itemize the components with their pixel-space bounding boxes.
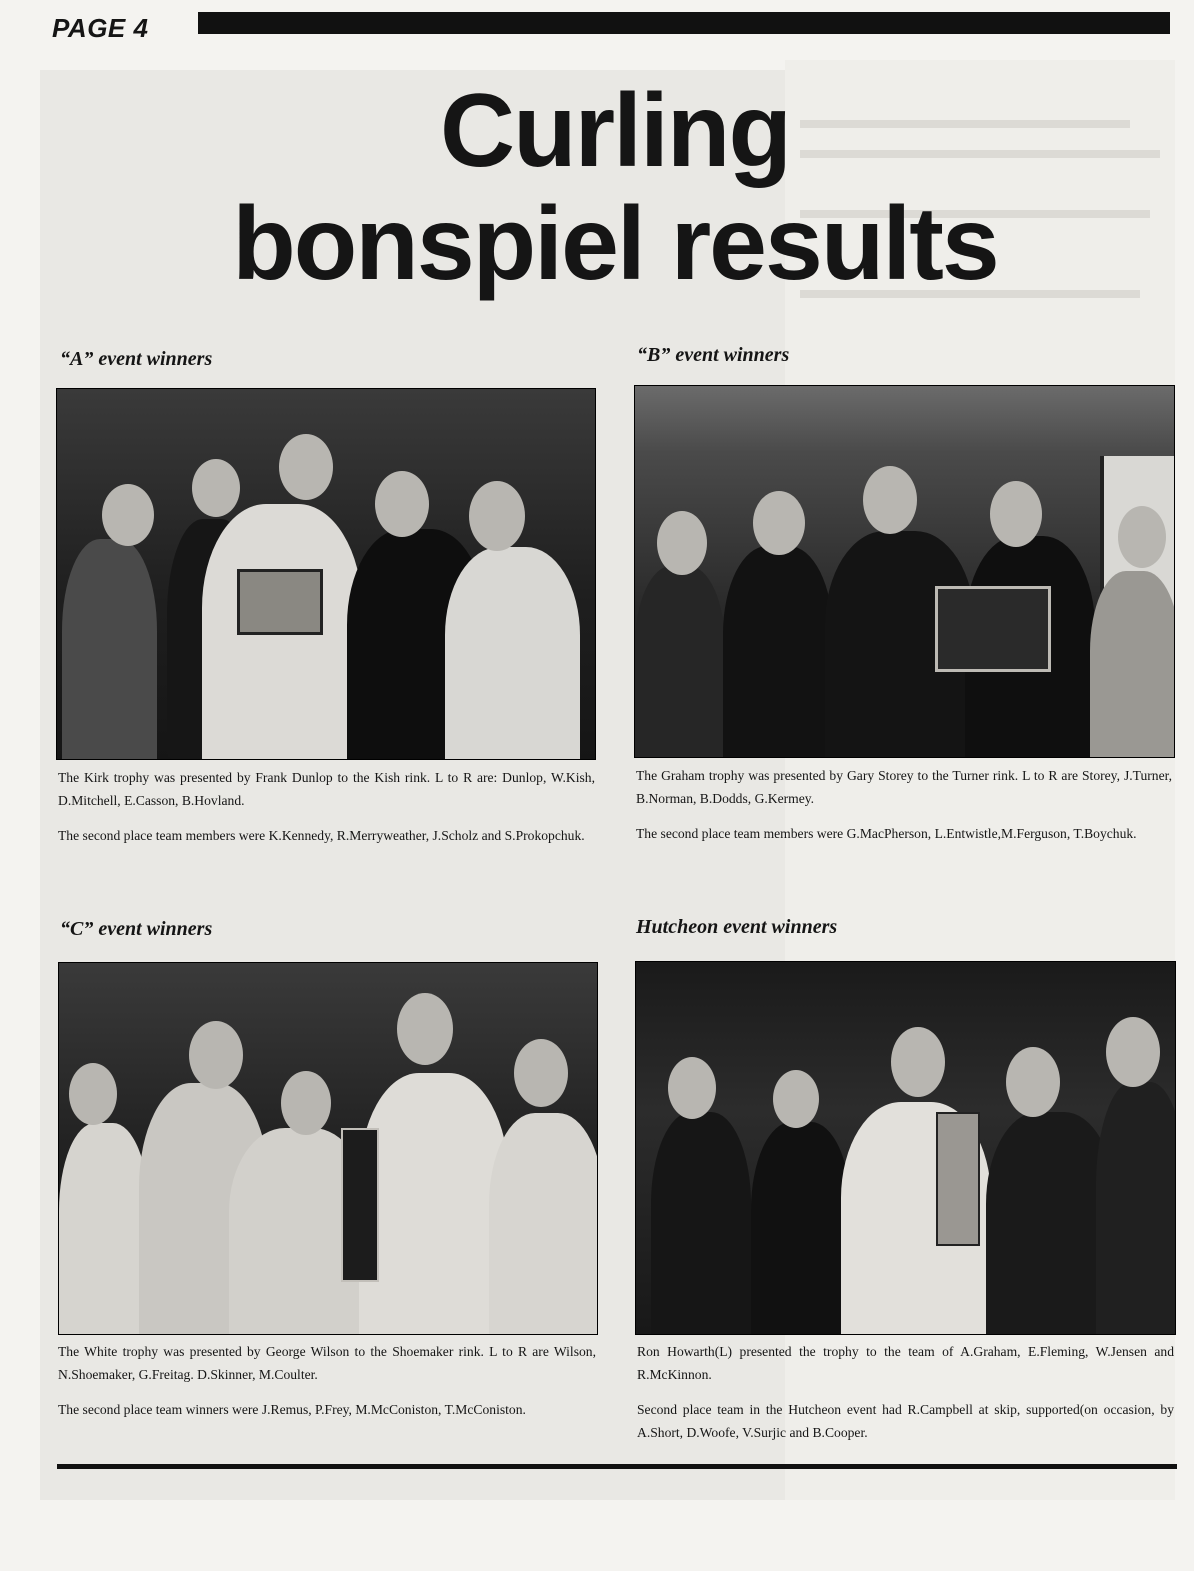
person	[514, 1039, 568, 1107]
person	[59, 1123, 149, 1335]
person	[753, 491, 805, 555]
trophy	[935, 586, 1051, 672]
headline-line-2: bonspiel results	[232, 186, 998, 302]
caption-b-2: The second place team members were G.MacPherson, L.Entwistle,M.Ferguson, T.Boychuk.	[636, 826, 1137, 841]
person	[651, 1112, 751, 1335]
person	[445, 547, 580, 760]
person	[489, 1113, 598, 1335]
caption-c-1: The White trophy was presented by George Wilson to the Shoemaker rink. L to R are Wilson, N.Shoemaker, G.Freitag. D.Skinner, M.Coulter.	[58, 1344, 596, 1382]
person	[1096, 1082, 1176, 1335]
person	[359, 1073, 509, 1335]
top-rule	[198, 12, 1170, 34]
caption-b-1: The Graham trophy was presented by Gary Storey to the Turner rink. L to R are Storey, J.Turner, B.Norman, B.Dodds, G.Kermey.	[636, 768, 1172, 806]
caption-a-2: The second place team members were K.Kennedy, R.Merryweather, J.Scholz and S.Prokopchuk.	[58, 828, 585, 843]
trophy	[936, 1112, 980, 1246]
page-label: PAGE 4	[52, 13, 149, 43]
person	[635, 566, 725, 758]
person	[375, 471, 429, 537]
person	[668, 1057, 716, 1119]
trophy	[237, 569, 323, 635]
person	[279, 434, 333, 500]
headline	[120, 75, 1110, 301]
photo-hutcheon-event	[635, 961, 1176, 1335]
person	[723, 546, 833, 758]
person	[397, 993, 453, 1065]
photo-c-event	[58, 962, 598, 1335]
person	[1090, 571, 1175, 758]
person	[1006, 1047, 1060, 1117]
photo-a-event	[56, 388, 596, 760]
person	[863, 466, 917, 534]
person	[1118, 506, 1166, 568]
headline-line-1: Curling	[440, 73, 790, 189]
person	[891, 1027, 945, 1097]
section-title-a: “A” event winners	[60, 348, 213, 370]
person	[773, 1070, 819, 1128]
person	[192, 459, 240, 517]
person	[69, 1063, 117, 1125]
caption-hutcheon-1: Ron Howarth(L) presented the trophy to the team of A.Graham, E.Fleming, W.Jensen and R.McKinnon.	[637, 1344, 1174, 1382]
trophy	[341, 1128, 379, 1282]
section-title-c: “C” event winners	[60, 918, 213, 940]
bottom-rule	[57, 1464, 1177, 1469]
person	[281, 1071, 331, 1135]
person	[751, 1122, 851, 1335]
person	[657, 511, 707, 575]
person	[62, 539, 157, 760]
caption-a-1: The Kirk trophy was presented by Frank Dunlop to the Kish rink. L to R are: Dunlop, W.Kish, D.Mitchell, E.Casson, B.Hovland.	[58, 770, 595, 808]
section-title-hutcheon: Hutcheon event winners	[636, 916, 838, 938]
person	[1106, 1017, 1160, 1087]
person	[189, 1021, 243, 1089]
person	[469, 481, 525, 551]
photo-b-event	[634, 385, 1175, 758]
section-title-b: “B” event winners	[637, 344, 790, 366]
person	[990, 481, 1042, 547]
caption-hutcheon-2: Second place team in the Hutcheon event had R.Campbell at skip, supported(on occasion, by A.Short, D.Woofe, V.Surjic and B.Cooper.	[637, 1402, 1174, 1440]
person	[102, 484, 154, 546]
caption-c-2: The second place team winners were J.Remus, P.Frey, M.McConiston, T.McConiston.	[58, 1402, 526, 1417]
